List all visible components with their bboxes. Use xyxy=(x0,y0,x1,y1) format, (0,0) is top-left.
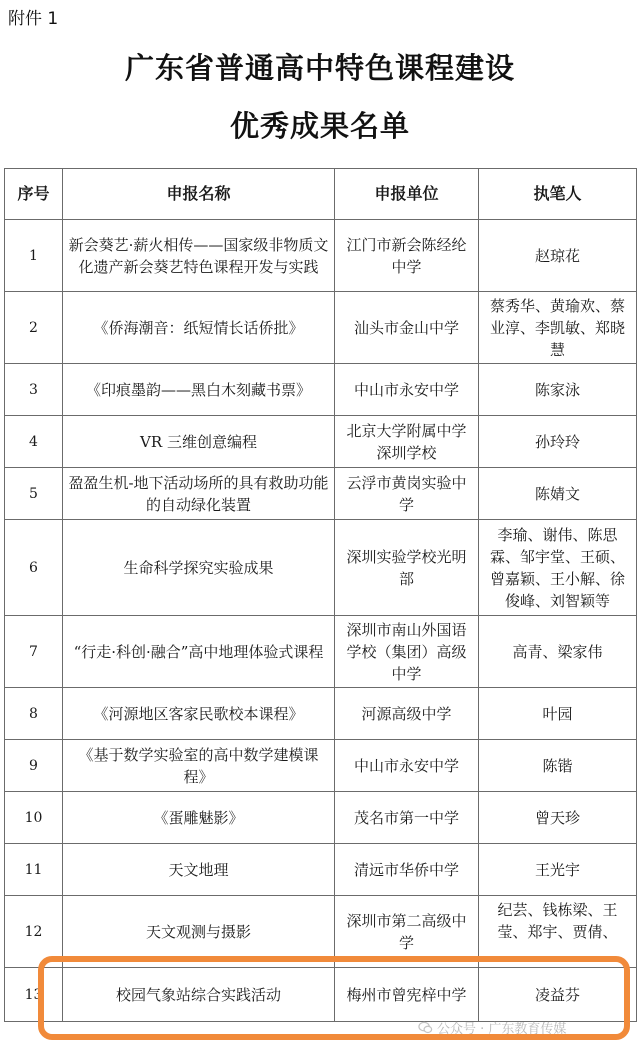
row-unit: 清远市华侨中学 xyxy=(335,844,479,896)
row-unit: 北京大学附属中学深圳学校 xyxy=(335,416,479,468)
table-row xyxy=(5,292,637,364)
row-author: 曾天珍 xyxy=(479,792,637,844)
row-author: 王光宇 xyxy=(479,844,637,896)
table-row xyxy=(5,520,637,616)
row-unit: 云浮市黄岗实验中学 xyxy=(335,468,479,520)
document-title-line1: 广东省普通高中特色课程建设 xyxy=(124,51,515,85)
row-author: 高青、梁家伟 xyxy=(479,616,637,688)
row-author: 叶园 xyxy=(479,688,637,740)
table-row xyxy=(5,792,637,844)
row-seq: 11 xyxy=(5,844,63,896)
row-seq: 13 xyxy=(5,968,63,1022)
table-row xyxy=(5,468,637,520)
results-table xyxy=(4,168,637,1022)
row-author: 蔡秀华、黄瑜欢、蔡业淳、李凯敏、郑晓慧 xyxy=(479,292,637,364)
row-name: 《基于数学实验室的高中数学建模课程》 xyxy=(63,740,335,792)
row-seq: 8 xyxy=(5,688,63,740)
row-name: “行走·科创·融合”高中地理体验式课程 xyxy=(63,616,335,688)
table-row xyxy=(5,896,637,968)
header-unit: 申报单位 xyxy=(335,169,479,220)
row-name: 新会葵艺·薪火相传——国家级非物质文化遗产新会葵艺特色课程开发与实践 xyxy=(63,220,335,292)
table-row xyxy=(5,220,637,292)
table-row xyxy=(5,844,637,896)
row-seq: 1 xyxy=(5,220,63,292)
row-unit: 汕头市金山中学 xyxy=(335,292,479,364)
wechat-icon xyxy=(418,1020,433,1035)
row-unit: 深圳实验学校光明部 xyxy=(335,520,479,616)
row-unit: 中山市永安中学 xyxy=(335,364,479,416)
row-name: 生命科学探究实验成果 xyxy=(63,520,335,616)
row-seq: 3 xyxy=(5,364,63,416)
row-author: 李瑜、谢伟、陈思霖、邹宇堂、王硕、曾嘉颖、王小解、徐俊峰、刘智颖等 xyxy=(479,520,637,616)
row-seq: 5 xyxy=(5,468,63,520)
row-name: 《河源地区客家民歌校本课程》 xyxy=(63,688,335,740)
row-unit: 深圳市第二高级中学 xyxy=(346,911,467,952)
row-author: 陈锴 xyxy=(479,740,637,792)
row-unit: 深圳市南山外国语学校（集团）高级中学 xyxy=(335,616,479,688)
header-name: 申报名称 xyxy=(63,169,335,220)
row-author: 纪芸、钱栋梁、王莹、郑宇、贾倩、 xyxy=(497,900,618,941)
table-row xyxy=(5,416,637,468)
row-unit: 河源高级中学 xyxy=(335,688,479,740)
attachment-label: 附件 1 xyxy=(8,9,59,29)
table-row xyxy=(5,616,637,688)
row-unit: 江门市新会陈经纶中学 xyxy=(335,220,479,292)
table-row xyxy=(5,740,637,792)
row-seq: 10 xyxy=(5,792,63,844)
table-row xyxy=(5,364,637,416)
row-seq: 9 xyxy=(5,740,63,792)
row-name: 《侨海潮音：纸短情长话侨批》 xyxy=(63,292,335,364)
row-seq: 2 xyxy=(5,292,63,364)
row-author: 孙玲玲 xyxy=(479,416,637,468)
row-unit: 中山市永安中学 xyxy=(335,740,479,792)
row-seq: 7 xyxy=(5,616,63,688)
row-name: 盈盈生机-地下活动场所的具有救助功能的自动绿化装置 xyxy=(63,468,335,520)
row-seq: 6 xyxy=(5,520,63,616)
document-title-line2: 优秀成果名单 xyxy=(229,109,410,143)
table-header-row xyxy=(5,169,637,220)
row-author: 凌益芬 xyxy=(479,968,637,1022)
header-author: 执笔人 xyxy=(479,169,637,220)
row-author: 赵琼花 xyxy=(479,220,637,292)
row-unit: 梅州市曾宪梓中学 xyxy=(335,968,479,1022)
row-seq: 12 xyxy=(5,896,63,968)
watermark xyxy=(418,1018,566,1037)
watermark-text: 公众号 · 广东教育传媒 xyxy=(437,1022,567,1037)
header-seq: 序号 xyxy=(5,169,63,220)
row-name: VR 三维创意编程 xyxy=(63,416,335,468)
row-author: 陈家泳 xyxy=(479,364,637,416)
row-name: 天文观测与摄影 xyxy=(63,896,335,968)
table-row xyxy=(5,968,637,1022)
row-name: 校园气象站综合实践活动 xyxy=(63,968,335,1022)
row-name: 天文地理 xyxy=(63,844,335,896)
table-row xyxy=(5,688,637,740)
row-seq: 4 xyxy=(5,416,63,468)
row-name: 《印痕墨韵——黑白木刻藏书票》 xyxy=(63,364,335,416)
row-unit: 茂名市第一中学 xyxy=(335,792,479,844)
row-author: 陈婧文 xyxy=(479,468,637,520)
row-name: 《蛋雕魅影》 xyxy=(63,792,335,844)
